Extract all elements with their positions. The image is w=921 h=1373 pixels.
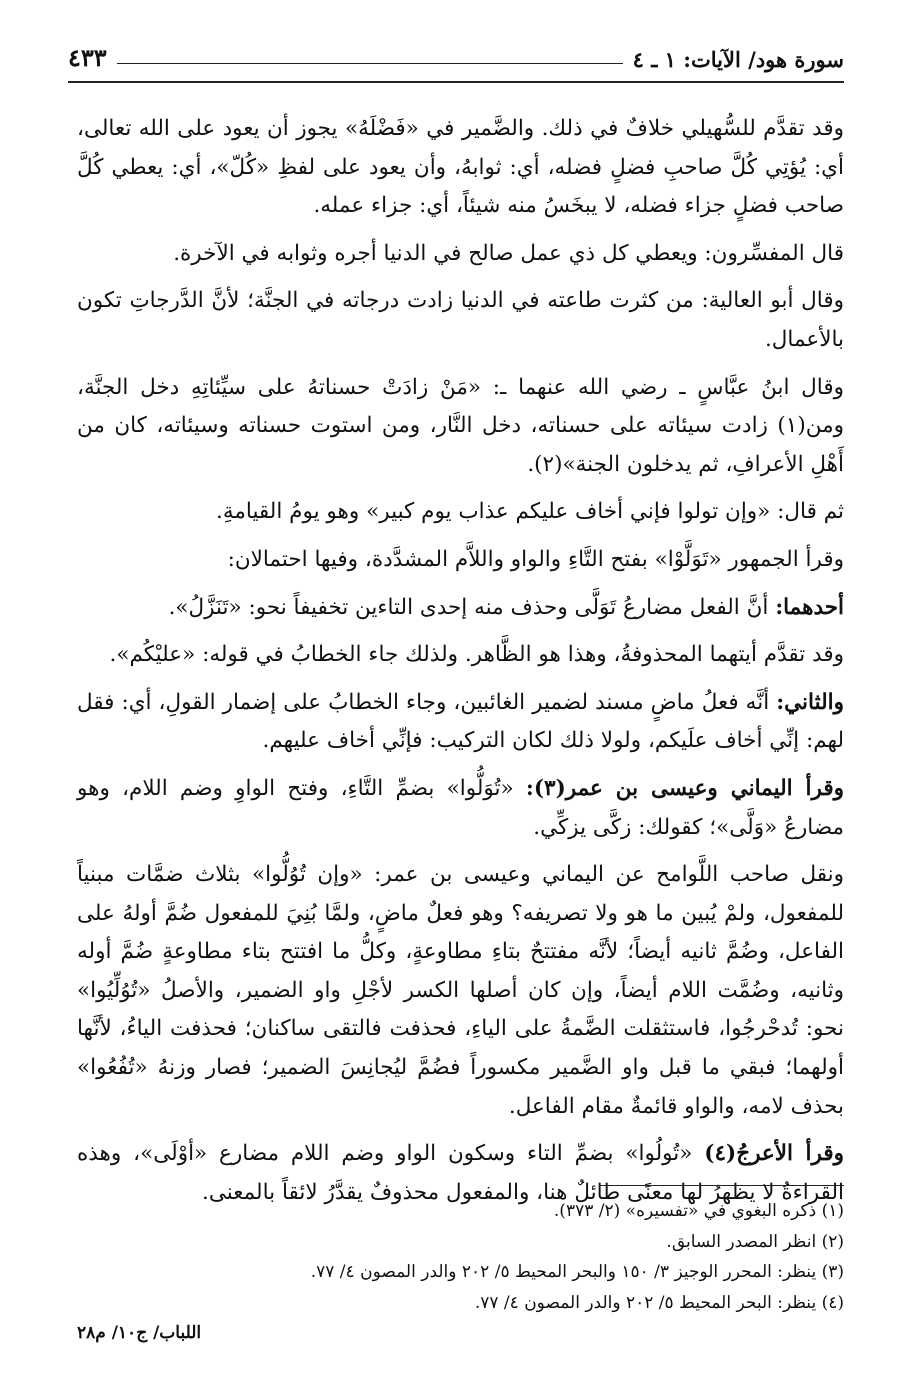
footnote: (٢) انظر المصدر السابق. — [666, 1231, 844, 1252]
page-header — [68, 40, 844, 72]
paragraph-text: أنَّ الفعل مضارعُ تَوَلَّى وحذف منه إحدى التاءين تخفيفاً نحو: «تَنَزَّلُ». — [168, 594, 776, 620]
paragraph — [77, 770, 844, 847]
footnote: (١) ذكره البغوي في «تفسيره» (٢/ ٣٧٣). — [553, 1201, 844, 1221]
paragraph: وقال ابنُ عبَّاسٍ ـ رضي الله عنهما ـ: «مَنْ زادَتْ حسناتهُ على سيِّئاتِهِ دخل الجنَّة، ومن(١) زادت سيئاته على حسناته، دخل النَّار، ومن استوت حسناته وسيئاته، كان من أَهْلِ الأعرافِ، ثم يدخلون الجنة»(٢). — [77, 374, 844, 477]
main-text — [77, 110, 844, 1221]
paragraph-text: «تُوَلُّوا» بضمِّ التَّاءِ، وفتح الواوِ وضم اللام، وهو مضارعُ «وَلَّى»؛ كقولك: زكَّى يزكِّي. — [77, 775, 844, 840]
paragraph: ونقل صاحب اللَّوامح عن اليماني وعيسى بن عمر: «وإن تُوُلُّوا» بثلاث ضمَّات مبنياً للمفعول، ولمْ يُبين ما هو ولا تصريفه؟ وهو فعلٌ ماضٍ، ولمَّا بُنِيَ للمفعول ضُمَّ أولهُ على الفاعل، وضُمَّ ثانيه أيضاً؛ لأنَّه مفتتحٌ بتاءِ مطاوعةٍ، وكلُّ ما افتتح بتاء مطاوعةٍ ضُمَّ أوله وثانيه، وضُمَّت اللام أيضاً، وإن كان أصلها الكسر لأجْلِ واو الضمير، والأصلُ «تُوُلِّيُوا» نحو: تُدحْرجُوا، فاستثقلت الضَّمةُ على الياءِ، فحذفت فالتقى ساكنان؛ فحذفت الياءُ، لأنَّها أولهما؛ فبقي ما قبل واو الضَّمير مكسوراً فضُمَّ ليُجانِسَ الضمير؛ فصار وزنهُ «تُفُعُوا» بحذف لامه، والواو قائمةٌ مقام الفاعل. — [77, 862, 844, 1119]
paragraph: وقرأ الجمهور «تَوَلَّوْا» بفتح التَّاءِ والواو واللاَّم المشدَّدة، وفيها احتمالان: — [227, 546, 844, 572]
header-rule — [68, 81, 844, 83]
paragraph-lead: والثاني: — [776, 689, 844, 715]
paragraph: وقال أبو العالية: من كثرت طاعته في الدنيا زادت درجاته في الجنَّة؛ لأنَّ الدَّرجاتِ تكون بالأعمال. — [77, 288, 844, 352]
paragraph — [77, 684, 844, 761]
footnote: (٣) ينظر: المحرر الوجيز ٣/ ١٥٠ والبحر المحيط ٥/ ٢٠٢ والدر المصون ٤/ ٧٧. — [310, 1262, 844, 1282]
header-line — [117, 63, 623, 64]
paragraph: قال المفسِّرون: ويعطي كل ذي عمل صالح في الدنيا أجره وثوابه في الآخرة. — [173, 240, 844, 266]
paragraph: وقد تقدَّم للسُّهيلي خلافٌ في ذلك. والضَّمير في «فَضْلَهُ» يجوز أن يعود على الله تعالى، أي: يُؤتِي كُلَّ صاحبِ فضلٍ فضله، أي: ثوابهُ، وأن يعود على لفظِ «كُلّ»، أي: يعطي كُلَّ صاحب فضلٍ جزاء فضله، لا يبخَسُ منه شيئاً، أي: جزاء عمله. — [77, 116, 844, 219]
footnote: (٤) ينظر: البحر المحيط ٥/ ٢٠٢ والدر المصون ٤/ ٧٧. — [474, 1292, 844, 1313]
paragraph-lead: أحدهما: — [775, 594, 844, 620]
paragraph-lead: وقرأ اليماني وعيسى بن عمر(٣): — [525, 775, 844, 801]
printer-signature: اللباب/ ج١٠/ م٢٨ — [77, 1323, 202, 1343]
footnote-rule — [599, 1185, 844, 1186]
paragraph: وقد تقدَّم أيتهما المحذوفةُ، وهذا هو الظَّاهر. ولذلك جاء الخطابُ في قوله: «عليْكُم». — [109, 642, 844, 668]
paragraph-text: «تُولُوا» بضمِّ التاء وسكون الواو وضم اللام مضارع «أوْلَى»، وهذه القراءةُ لا يظهرُ لها معنًى طائلٌ هنا، والمفعول محذوفٌ يقدَّرُ لائقاً بالمعنى. — [77, 1141, 844, 1205]
running-title: سورة هود/ الآيات: ١ ـ ٤ — [632, 47, 844, 72]
page-number: ٤٣٣ — [68, 43, 107, 72]
paragraph-lead: وقرأ الأعرجُ(٤) — [704, 1141, 844, 1167]
paragraph — [77, 589, 844, 628]
paragraph-text: أنَّه فعلُ ماضٍ مسند لضمير الغائبين، وجاء الخطابُ على إضمار القولِ، أي: فقل لهم: إنِّي أخاف علَيكم، ولولا ذلك لكان التركيب: فإنِّي أخاف عليهم. — [77, 689, 844, 754]
footnotes — [77, 1196, 844, 1318]
paragraph: ثم قال: «وإن تولوا فإني أخاف عليكم عذاب يوم كبير» وهو يومُ القيامةِ. — [216, 499, 844, 525]
